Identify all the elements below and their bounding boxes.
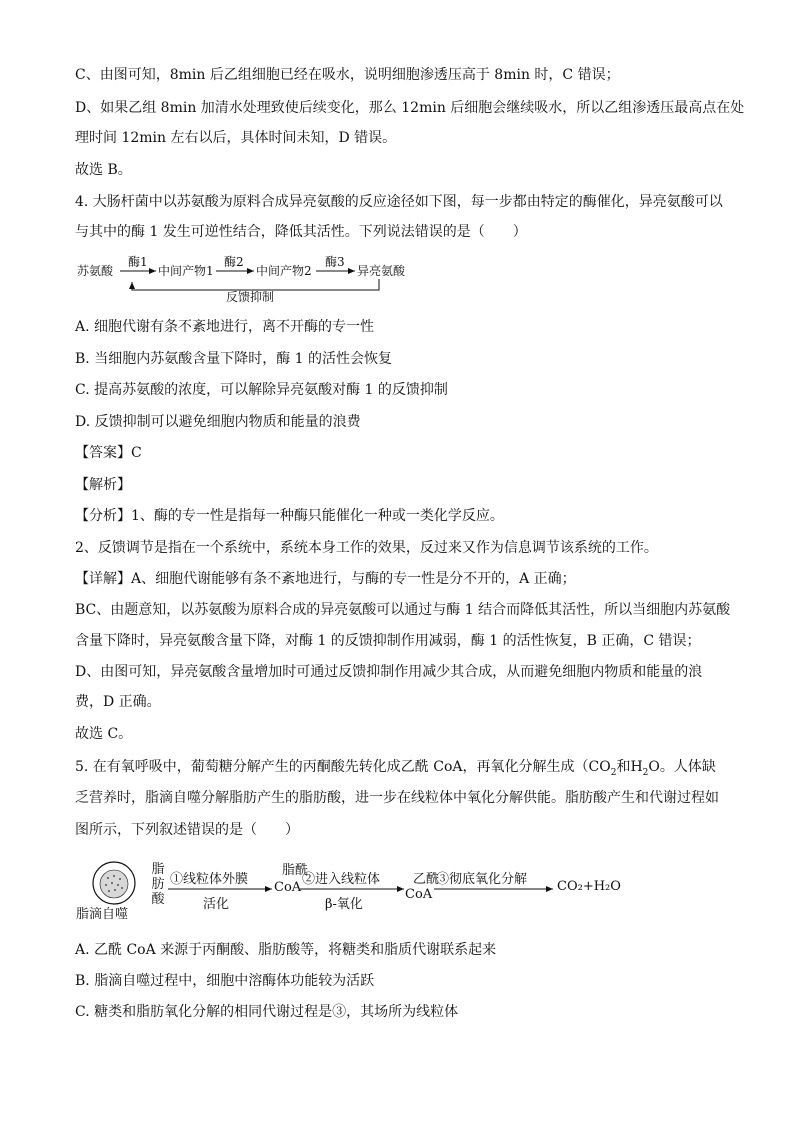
- question-5-text: 5. 在有氧呼吸中，葡萄糖分解产生的丙酮酸先转化成乙酰 CoA，再氧化分解生成（: [75, 759, 589, 775]
- step-2-bottom-label: β-氧化: [325, 897, 363, 912]
- text-line: 【详解】A、细胞代谢能够有条不紊地进行，与酶的专一性是分不开的，A 正确；: [75, 571, 576, 587]
- acetyl-coa-label: 乙酰 CoA: [405, 872, 440, 902]
- lipophagy-label: 脂滴自噬: [76, 907, 129, 922]
- text-line: 与其中的酶 1 发生可逆性结合，降低其活性。下列说法错误的是（ ）: [75, 224, 527, 240]
- threonine-label: 苏氨酸: [77, 264, 114, 278]
- option-d: D. 反馈抑制可以避免细胞内物质和能量的浪费: [75, 414, 361, 430]
- h2o-formula: $H_2O$: [630, 759, 660, 778]
- answer: 【答案】C: [75, 445, 142, 461]
- text-line: 理时间 12min 左右以后，具体时间未知，D 错误。: [75, 130, 397, 146]
- text-line: 【分析】1、酶的专一性是指每一种酶只能催化一种或一类化学反应。: [75, 508, 504, 524]
- product-label: CO₂+H₂O: [557, 879, 621, 894]
- text-line: 含量下降时，异亮氨酸含量下降，对酶 1 的反馈抑制作用减弱，酶 1 的活性恢复，B 正确，C 错误；: [75, 633, 701, 649]
- question-4-stem: 4. 大肠杆菌中以苏氨酸为原料合成异亮氨酸的反应途径如下图，每一步都由特定的酶催化，异亮氨酸可以: [75, 194, 723, 210]
- feedback-inhibition-label: 反馈抑制: [226, 290, 275, 304]
- isoleucine-label: 异亮氨酸: [357, 264, 406, 278]
- text-line: 2、反馈调节是指在一个系统中，系统本身工作的效果，反过来又作为信息调节该系统的工作。: [75, 540, 658, 556]
- enzyme-3-label: 酶3: [325, 255, 345, 269]
- text-line: BC、由题意知，以苏氨酸为原料合成的异亮氨酸可以通过与酶 1 结合而降低其活性，所以当细胞内苏氨酸: [75, 602, 731, 618]
- q5-option-b: B. 脂滴自噬过程中，细胞中溶酶体功能较为活跃: [75, 973, 375, 989]
- co2-formula: $CO_2$: [588, 759, 617, 778]
- step-1-top-label: ①线粒体外膜: [170, 872, 249, 887]
- text-line: C、由图可知，8min 后乙组细胞已经在吸水，说明细胞渗透压高于 8min 时，C 错误；: [75, 67, 620, 83]
- q5-option-c: C. 糖类和脂肪氧化分解的相同代谢过程是③，其场所为线粒体: [75, 1004, 459, 1020]
- intermediate-2-label: 中间产物2: [256, 264, 312, 278]
- text-line: 乏营养时，脂滴自噬分解脂肪产生的脂肪酸，进一步在线粒体中氧化分解供能。脂肪酸产生和代谢过程如: [75, 790, 719, 806]
- q5-option-a: A. 乙酰 CoA 来源于丙酮酸、脂肪酸等，将糖类和脂质代谢联系起来: [75, 942, 497, 958]
- text-line: D、如果乙组 8min 加清水处理致使后续变化，那么 12min 后细胞会继续吸水，所以乙组渗透压最高点在处: [75, 100, 745, 116]
- option-b: B. 当细胞内苏氨酸含量下降时，酶 1 的活性会恢复: [75, 351, 392, 367]
- step-3-top-label: ③彻底氧化分解: [436, 872, 528, 887]
- step-2-top-label: ②进入线粒体: [302, 872, 381, 887]
- text-line: 图所示，下列叙述错误的是（ ）: [75, 822, 299, 838]
- text-line: D、由图可知，异亮氨酸含量增加时可通过反馈抑制作用减少其合成，从而避免细胞内物质和能量的浪: [75, 664, 703, 680]
- step-1-bottom-label: 活化: [203, 897, 230, 912]
- intermediate-1-label: 中间产物1: [158, 264, 214, 278]
- fatty-acid-label: 脂肪酸: [151, 862, 165, 907]
- acyl-coa-label: 脂酰 CoA: [274, 863, 309, 895]
- question-5-tail: 。人体缺: [659, 759, 716, 775]
- option-c: C. 提高苏氨酸的浓度，可以解除异亮氨酸对酶 1 的反馈抑制: [75, 382, 448, 398]
- text-line: 费，D 正确。: [75, 694, 161, 710]
- analysis-heading: 【解析】: [75, 477, 131, 493]
- text-line: 故选 C。: [75, 726, 133, 742]
- enzyme-2-label: 酶2: [224, 255, 244, 269]
- enzyme-1-label: 酶1: [128, 255, 148, 269]
- text-line: 故选 B。: [75, 162, 132, 178]
- option-a: A. 细胞代谢有条不紊地进行，离不开酶的专一性: [75, 319, 375, 335]
- and-text: 和: [616, 759, 631, 775]
